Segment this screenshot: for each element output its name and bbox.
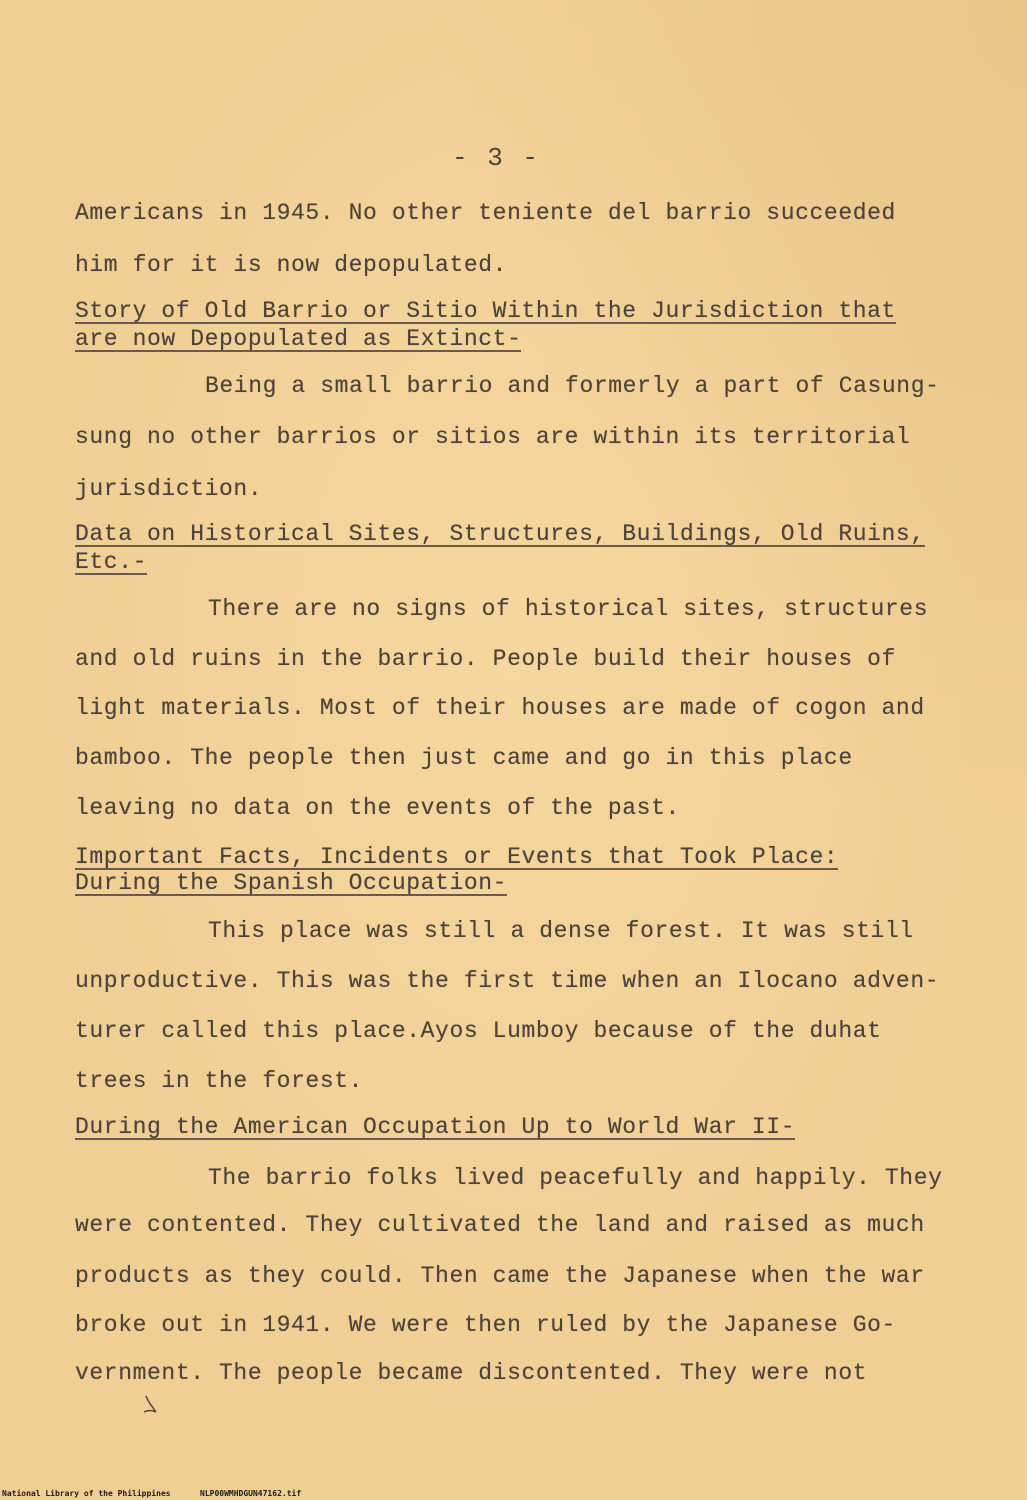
body-line: and old ruins in the barrio. People build their houses of	[75, 646, 896, 672]
pen-mark-icon	[138, 1392, 164, 1418]
body-line: Being a small barrio and formerly a part of Casung-	[205, 373, 940, 399]
body-line: trees in the forest.	[75, 1068, 364, 1094]
body-line: him for it is now depopulated.	[75, 252, 508, 278]
section-heading: Etc.-	[75, 549, 148, 575]
body-line: sung no other barrios or sitios are within its territorial	[75, 424, 911, 450]
body-line: turer called this place.Ayos Lumboy because of the duhat	[75, 1018, 882, 1044]
section-heading: During the Spanish Occupation-	[75, 870, 508, 896]
body-line: leaving no data on the events of the past.	[75, 795, 680, 821]
body-line: This place was still a dense forest. It was still	[208, 918, 914, 944]
footer-library-label: National Library of the Philippines	[2, 1489, 171, 1498]
body-line: light materials. Most of their houses are made of cogon and	[75, 695, 925, 721]
section-heading: During the American Occupation Up to World War II-	[75, 1114, 796, 1140]
section-heading: Data on Historical Sites, Structures, Buildings, Old Ruins,	[75, 521, 925, 547]
body-line: jurisdiction.	[75, 476, 263, 502]
body-line: products as they could. Then came the Japanese when the war	[75, 1263, 925, 1289]
page-number: - 3 -	[452, 143, 541, 173]
section-heading: are now Depopulated as Extinct-	[75, 326, 522, 352]
body-line: There are no signs of historical sites, structures	[208, 596, 929, 622]
body-line: unproductive. This was the first time when an Ilocano adven-	[75, 968, 940, 994]
section-heading: Story of Old Barrio or Sitio Within the Jurisdiction that	[75, 298, 896, 324]
section-heading: Important Facts, Incidents or Events that Took Place:	[75, 844, 839, 870]
body-line: Americans in 1945. No other teniente del barrio succeeded	[75, 200, 896, 226]
body-line: bamboo. The people then just came and go in this place	[75, 745, 853, 771]
footer-file-label: NLP00WMHDGUN47162.tif	[200, 1489, 302, 1498]
body-line: vernment. The people became discontented. They were not	[75, 1360, 868, 1386]
body-line: were contented. They cultivated the land and raised as much	[75, 1212, 925, 1238]
body-line: broke out in 1941. We were then ruled by the Japanese Go-	[75, 1312, 896, 1338]
body-line: The barrio folks lived peacefully and happily. They	[208, 1165, 943, 1191]
